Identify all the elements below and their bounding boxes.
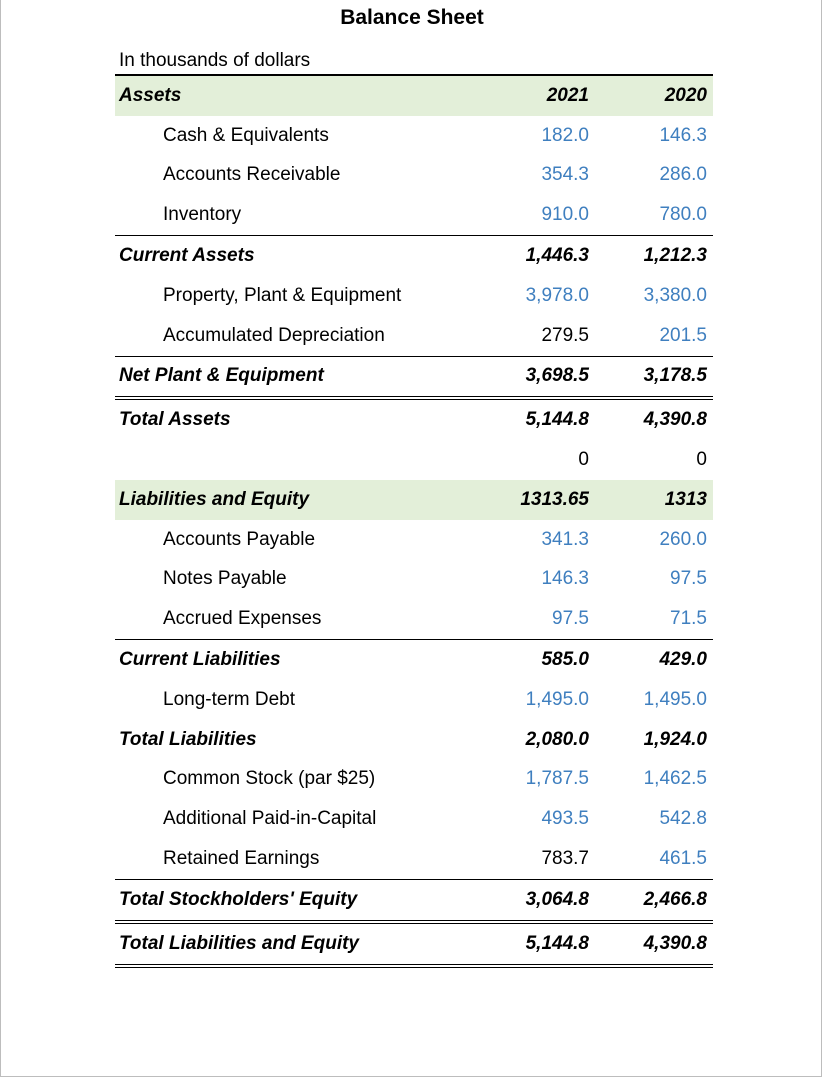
value-2021: 5,144.8	[477, 398, 595, 440]
table-row	[115, 680, 713, 720]
value-2021: 279.5	[541, 324, 589, 346]
value-2020: 461.5	[659, 848, 707, 870]
sheet-title: Balance Sheet	[340, 6, 484, 29]
table-row	[115, 116, 713, 156]
value-2020: 4,390.8	[595, 922, 713, 966]
value-2020: 97.5	[670, 568, 707, 590]
table-row	[115, 316, 713, 356]
value-2021: 182.0	[541, 124, 589, 146]
row-label: Common Stock (par $25)	[163, 768, 376, 790]
row-label: Inventory	[163, 204, 242, 226]
section-header-row	[115, 480, 713, 520]
row-label: Net Plant & Equipment	[115, 356, 477, 398]
value-2021: 3,698.5	[477, 356, 595, 398]
table-row	[115, 599, 713, 639]
value-2020: 1,495.0	[643, 688, 707, 710]
table-row	[115, 520, 713, 560]
value-2021: 1,495.0	[525, 688, 589, 710]
row-label: Accounts Receivable	[163, 164, 341, 186]
row-label: Additional Paid-in-Capital	[163, 808, 377, 830]
value-2020: 0	[696, 449, 707, 471]
value-2020: 1313	[595, 480, 713, 520]
value-2021: 783.7	[541, 848, 589, 870]
total-row	[115, 922, 713, 966]
value-2021: 493.5	[541, 808, 589, 830]
value-2020: 542.8	[659, 808, 707, 830]
row-label: Accrued Expenses	[163, 608, 322, 630]
value-2020: 3,178.5	[595, 356, 713, 398]
value-2020: 4,390.8	[595, 398, 713, 440]
row-label: Assets	[115, 75, 477, 116]
section-header-row	[115, 75, 713, 116]
row-label	[115, 440, 477, 480]
value-2021: 5,144.8	[477, 922, 595, 966]
total-row	[115, 398, 713, 440]
table-row	[115, 156, 713, 196]
value-2020: 429.0	[595, 640, 713, 680]
value-2021: 146.3	[541, 568, 589, 590]
row-label: Retained Earnings	[163, 848, 320, 870]
table-row	[115, 440, 713, 480]
table-row	[115, 560, 713, 600]
value-2020: 1,462.5	[643, 768, 707, 790]
value-2020: 260.0	[659, 528, 707, 550]
row-label: Total Liabilities	[119, 728, 257, 750]
row-label: Total Liabilities and Equity	[115, 922, 477, 966]
value-2021: 1,787.5	[525, 768, 589, 790]
row-label: Long-term Debt	[163, 688, 296, 710]
value-2021: 1313.65	[477, 480, 595, 520]
value-2020: 2,466.8	[595, 879, 713, 921]
row-label: Current Liabilities	[115, 640, 477, 680]
table-row	[115, 760, 713, 800]
row-label: Cash & Equivalents	[163, 124, 329, 146]
row-label: Property, Plant & Equipment	[163, 284, 402, 306]
value-2021: 341.3	[541, 528, 589, 550]
value-2021: 354.3	[541, 164, 589, 186]
value-2020: 780.0	[659, 204, 707, 226]
value-2020: 1,924.0	[643, 728, 707, 750]
table-row	[115, 195, 713, 235]
value-2021: 2,080.0	[525, 728, 589, 750]
value-2021: 910.0	[541, 204, 589, 226]
value-2021: 2021	[477, 75, 595, 116]
total-row	[115, 640, 713, 680]
value-2020: 2020	[595, 75, 713, 116]
value-2020: 1,212.3	[595, 236, 713, 276]
row-label: Liabilities and Equity	[115, 480, 477, 520]
balance-sheet-table	[115, 74, 713, 968]
value-2020: 201.5	[659, 324, 707, 346]
total-row	[115, 236, 713, 276]
value-2020: 146.3	[659, 124, 707, 146]
value-2021: 3,064.8	[477, 879, 595, 921]
row-label: Accumulated Depreciation	[163, 324, 385, 346]
total-row	[115, 356, 713, 398]
table-row	[115, 839, 713, 879]
row-label: Notes Payable	[163, 568, 287, 590]
value-2021: 1,446.3	[477, 236, 595, 276]
row-label: Total Stockholders' Equity	[115, 879, 477, 921]
value-2021: 97.5	[552, 608, 589, 630]
value-2020: 3,380.0	[643, 284, 707, 306]
total-row	[115, 879, 713, 921]
total-row	[115, 720, 713, 760]
units-subtitle: In thousands of dollars	[119, 50, 311, 71]
value-2021: 0	[578, 449, 589, 471]
row-label: Total Assets	[115, 398, 477, 440]
value-2020: 71.5	[670, 608, 707, 630]
table-row	[115, 799, 713, 839]
row-label: Current Assets	[115, 236, 477, 276]
row-label: Accounts Payable	[163, 528, 316, 550]
value-2021: 3,978.0	[525, 284, 589, 306]
value-2021: 585.0	[477, 640, 595, 680]
value-2020: 286.0	[659, 164, 707, 186]
table-row	[115, 276, 713, 316]
